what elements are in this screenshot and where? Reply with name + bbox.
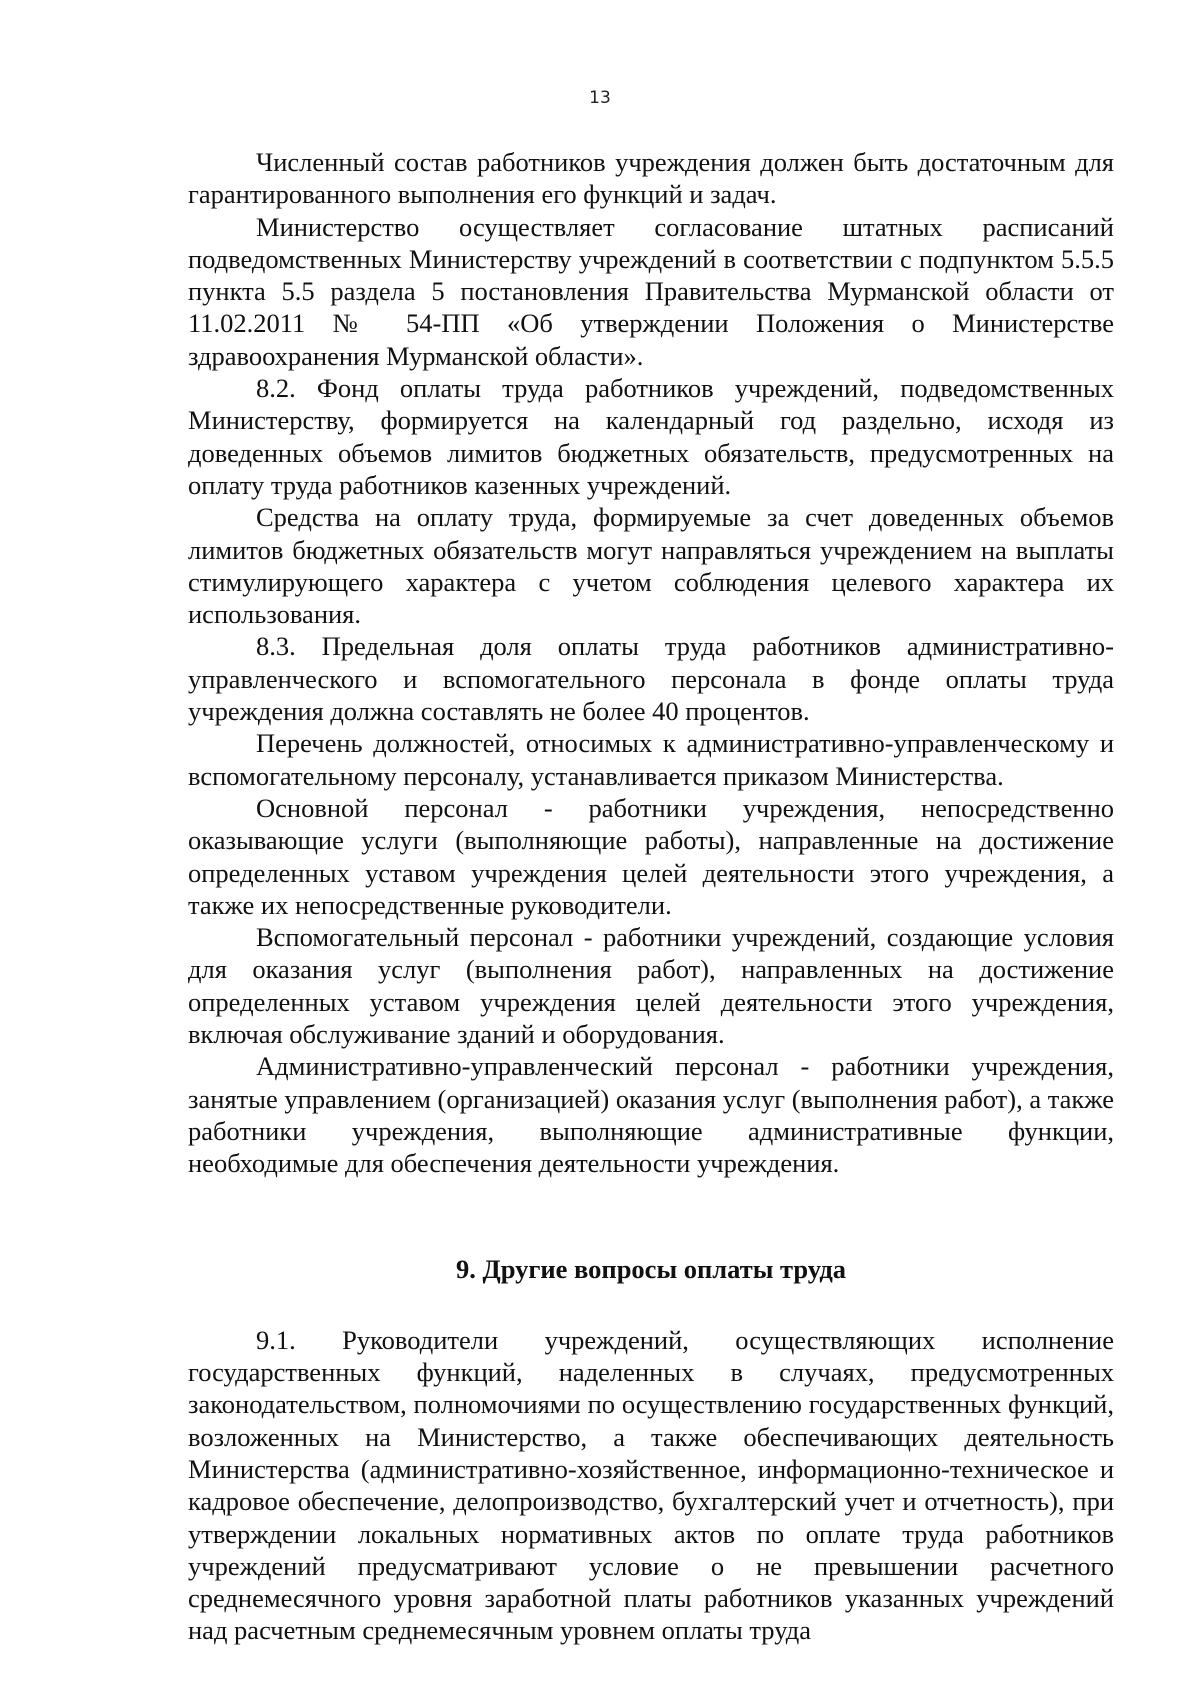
paragraph-admin-staff: Административно-управленческий персонал - работники учреждения, занятые управлением (организацией) оказания услуг (выполнения работ), а также работники учреждения, выполняющие административные функции, необходимые для обеспечения деятельности учреждения. (188, 1051, 1114, 1179)
paragraph-8-2: 8.2. Фонд оплаты труда работников учреждений, подведомственных Министерству, формируется на календарный год раздельно, исходя из доведенных объемов лимитов бюджетных обязательств, предусмотренных на оплату труда работников казенных учреждений. (188, 373, 1114, 500)
paragraph-8-3: 8.3. Предельная доля оплаты труда работников административно-управленческого и вспомогательного персонала в фонде оплаты труда учреждения должна составлять не более 40 процентов. (188, 631, 1114, 727)
section-heading: 9. Другие вопросы оплаты труда (455, 1253, 847, 1284)
paragraph-support-staff: Вспомогательный персонал - работники учреждений, создающие условия для оказания услуг (выполнения работ), направленных на достижение определенных уставом учреждения целей деятельности этого учреждения, включая обслуживание зданий и оборудования. (188, 922, 1114, 1050)
paragraph-ministry-approval: Министерство осуществляет согласование штатных расписаний подведомственных Министерству учреждений в соответствии с подпунктом 5.5.5 пункта 5.5 раздела 5 постановления Правительства Мурманской области от 11.02.2011 № 54-ПП «Об утверждении Положения о Министерстве здравоохранения Мурманской области». (188, 211, 1114, 371)
paragraph-main-staff: Основной персонал - работники учреждения, непосредственно оказывающие услуги (выполняющие работы), направленные на достижение определенных уставом учреждения целей деятельности этого учреждения, а также их непосредственные руководители. (188, 792, 1114, 920)
page-number: 13 (589, 88, 611, 108)
document-body (188, 146, 1114, 1647)
paragraph-9-1: 9.1. Руководители учреждений, осуществляющих исполнение государственных функций, наделенных в случаях, предусмотренных законодательством, полномочиями по осуществлению государственных функций, возложенных на Министерство, а также обеспечивающих деятельность Министерства (административно-хозяйственное, информационно-техническое и кадровое обеспечение, делопроизводство, бухгалтерский учет и отчетность), при утверждении локальных нормативных актов по оплате труда работников учреждений предусматривают условие о не превышении расчетного среднемесячного уровня заработной платы работников указанных учреждений над расчетным среднемесячным уровнем оплаты труда (188, 1324, 1114, 1646)
paragraph-positions-list: Перечень должностей, относимых к административно-управленческому и вспомогательному персоналу, устанавливается приказом Министерства. (188, 728, 1114, 791)
paragraph-funds-use: Средства на оплату труда, формируемые за счет доведенных объемов лимитов бюджетных обязательств могут направляться учреждением на выплаты стимулирующего характера с учетом соблюдения целевого характера их использования. (188, 502, 1114, 630)
paragraph-staff-size: Численный состав работников учреждения должен быть достаточным для гарантированного выполнения его функций и задач. (188, 147, 1114, 210)
